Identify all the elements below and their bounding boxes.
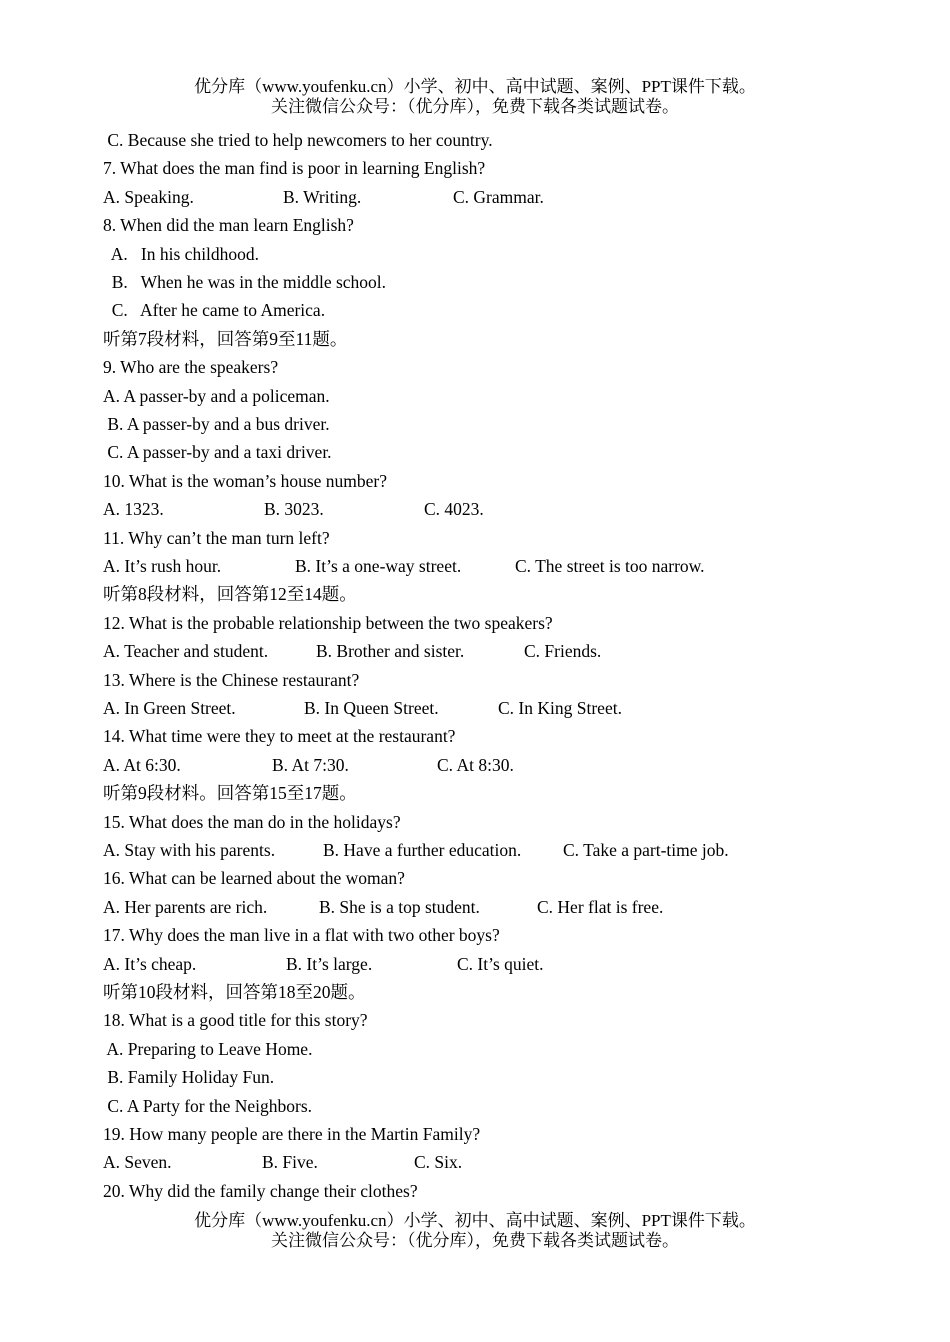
answer-option: B. Five. [262, 1152, 318, 1173]
question-text: 16. What can be learned about the woman? [103, 868, 405, 889]
answer-options-row [0, 952, 950, 976]
answer-option: C. In King Street. [498, 698, 622, 718]
answer-option: A. It’s rush hour. [103, 556, 222, 576]
section-instruction: 听第7段材料，回答第9至11题。 [103, 328, 348, 349]
answer-option: C. After he came to America. [103, 300, 326, 321]
answer-option: C. Her flat is free. [537, 896, 664, 917]
answer-option: C. Friends. [524, 641, 602, 662]
answer-option: A. In his childhood. [103, 243, 260, 264]
answer-option: B. Family Holiday Fun. [103, 1067, 275, 1088]
answer-option: C. A Party for the Neighbors. [103, 1095, 313, 1116]
answer-option: A. Teacher and student. [103, 641, 269, 662]
answer-option: B. At 7:30. [272, 754, 349, 775]
question-text: 8. When did the man learn English? [103, 215, 354, 236]
answer-option: C. Take a part-time job. [563, 840, 729, 860]
answer-option: C. A passer-by and a taxi driver. [103, 442, 332, 463]
answer-option: C. Six. [414, 1152, 463, 1173]
answer-option: B. 3023. [264, 499, 324, 520]
question-text: 14. What time were they to meet at the restaurant? [103, 726, 456, 747]
question-text: 7. What does the man find is poor in learning English? [103, 158, 486, 179]
answer-options-row [0, 895, 950, 919]
question-text: 17. Why does the man live in a flat with two other boys? [103, 925, 500, 946]
question-text: 20. Why did the family change their clothes? [103, 1180, 418, 1201]
answer-option: C. The street is too narrow. [515, 556, 705, 576]
footer-line-2: 关注微信公众号：（优分库），免费下载各类试题试卷。 [271, 1231, 679, 1250]
question-text: 11. Why can’t the man turn left? [103, 527, 330, 548]
answer-option: A. Preparing to Leave Home. [103, 1038, 313, 1059]
answer-option: B. It’s a one-way street. [295, 556, 462, 576]
header-line-2: 关注微信公众号：（优分库），免费下载各类试题试卷。 [271, 97, 679, 116]
question-text: 12. What is the probable relationship between the two speakers? [103, 612, 553, 633]
answer-options-row [0, 185, 950, 209]
answer-option: C. At 8:30. [437, 754, 514, 775]
page-footer [0, 1211, 950, 1251]
answer-option: C. Grammar. [453, 186, 544, 207]
answer-option: A. A passer-by and a policeman. [103, 385, 330, 406]
answer-option: A. It’s cheap. [103, 953, 197, 974]
answer-option: B. She is a top student. [319, 896, 480, 917]
answer-option: B. When he was in the middle school. [103, 272, 387, 292]
answer-option: A. In Green Street. [103, 698, 236, 718]
answer-option: C. It’s quiet. [457, 953, 544, 974]
page-header [0, 77, 950, 117]
question-text: 9. Who are the speakers? [103, 357, 279, 378]
answer-option: A. Stay with his parents. [103, 840, 276, 860]
answer-option: B. In Queen Street. [304, 698, 439, 718]
question-text: 10. What is the woman’s house number? [103, 470, 387, 491]
footer-line-1: 优分库（www.youfenku.cn）小学、初中、高中试题、案例、PPT课件下载。 [194, 1211, 756, 1230]
answer-options-row [0, 497, 950, 521]
answer-option: A. Her parents are rich. [103, 896, 268, 917]
answer-option: A. 1323. [103, 499, 164, 520]
answer-options-row [0, 639, 950, 663]
section-instruction: 听第8段材料，回答第12至14题。 [103, 584, 357, 605]
answer-option: B. Writing. [283, 186, 362, 207]
header-line-1: 优分库（www.youfenku.cn）小学、初中、高中试题、案例、PPT课件下载。 [194, 77, 756, 96]
answer-options-row [0, 753, 950, 777]
answer-option: B. Have a further education. [323, 840, 522, 860]
answer-option: A. At 6:30. [103, 754, 181, 775]
answer-option: C. 4023. [424, 499, 484, 520]
question-text: 19. How many people are there in the Martin Family? [103, 1124, 481, 1144]
answer-option: B. A passer-by and a bus driver. [103, 414, 330, 434]
section-instruction: 听第9段材料。回答第15至17题。 [103, 783, 357, 804]
question-text: 18. What is a good title for this story? [103, 1010, 368, 1031]
answer-option: A. Seven. [103, 1152, 172, 1173]
answer-options-row [0, 696, 950, 720]
answer-options-row [0, 838, 950, 862]
answer-options-row [0, 1150, 950, 1174]
question-text: 13. Where is the Chinese restaurant? [103, 669, 360, 690]
answer-option: C. Because she tried to help newcomers to her country. [103, 130, 493, 150]
answer-option: B. It’s large. [286, 953, 373, 974]
section-instruction: 听第10段材料，回答第18至20题。 [103, 982, 366, 1002]
answer-options-row [0, 554, 950, 578]
answer-option: A. Speaking. [103, 186, 194, 207]
answer-option: B. Brother and sister. [316, 641, 465, 662]
question-text: 15. What does the man do in the holidays? [103, 811, 401, 832]
